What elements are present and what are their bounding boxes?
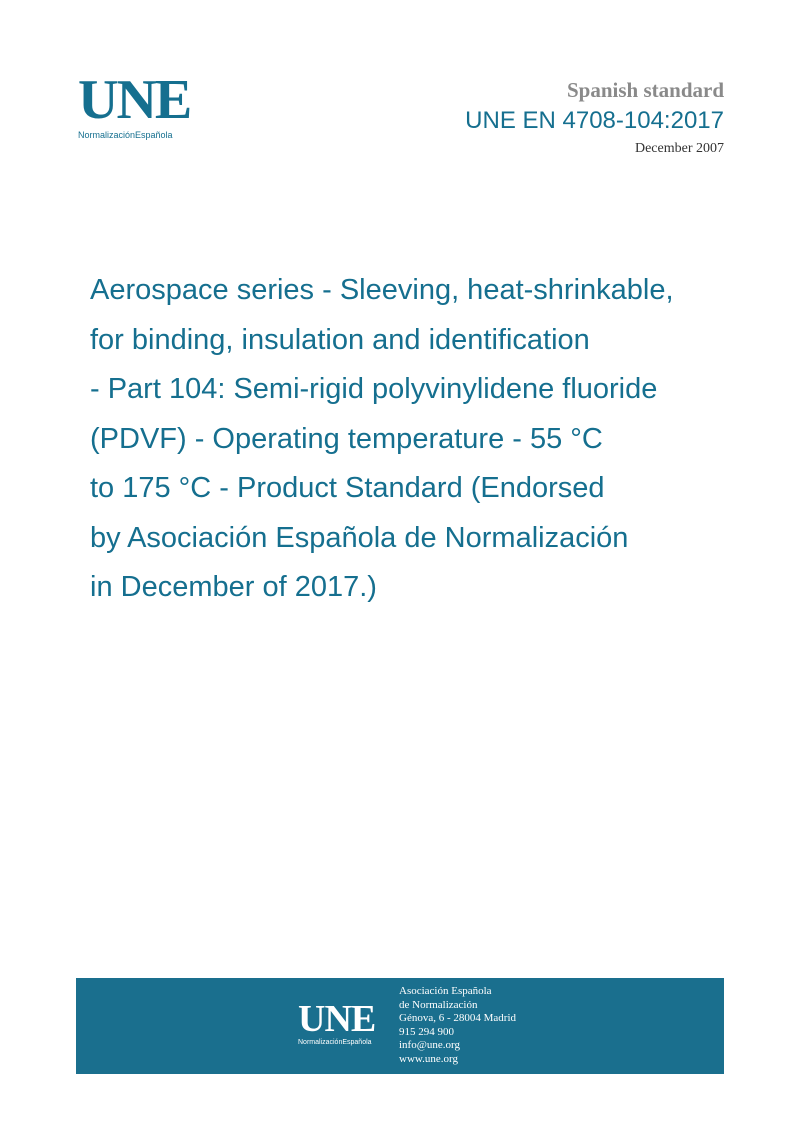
title-line: by Asociación Española de Normalización xyxy=(90,521,629,554)
standard-code: UNE EN 4708-104:2017 xyxy=(465,107,724,134)
email-address: info@une.org xyxy=(399,1039,460,1051)
footer-logo xyxy=(298,1000,375,1046)
address-line: de Normalización xyxy=(399,998,478,1011)
address-line: Génova, 6 - 28004 Madrid xyxy=(399,1012,517,1024)
title-line: to 175 °C - Product Standard (Endorsed xyxy=(90,472,605,504)
document-header xyxy=(465,76,724,160)
footer-logo-mark: UNE xyxy=(298,998,376,1040)
logo-mark: UNE xyxy=(78,69,191,131)
document-title xyxy=(90,266,750,613)
title-line: - Part 104: Semi-rigid polyvinylidene fluoride xyxy=(90,373,658,405)
phone-number: 915 294 900 xyxy=(399,1025,454,1038)
website-url: www.une.org xyxy=(399,1052,458,1065)
une-logo xyxy=(78,69,208,152)
footer-banner xyxy=(76,978,724,1074)
title-line: Aerospace series - Sleeving, heat-shrinkable, xyxy=(90,274,674,306)
contact-address xyxy=(399,985,516,1066)
document-date: December 2007 xyxy=(634,141,724,156)
document-type: Spanish standard xyxy=(567,78,724,102)
title-line: (PDVF) - Operating temperature - 55 °C xyxy=(90,422,603,455)
logo-subtitle: NormalizaciónEspañola xyxy=(78,130,173,140)
title-line: for binding, insulation and identification xyxy=(90,323,590,356)
address-line: Asociación Española xyxy=(399,985,492,997)
footer-logo-subtitle: NormalizaciónEspañola xyxy=(298,1039,372,1046)
title-line: in December of 2017.) xyxy=(90,571,377,603)
